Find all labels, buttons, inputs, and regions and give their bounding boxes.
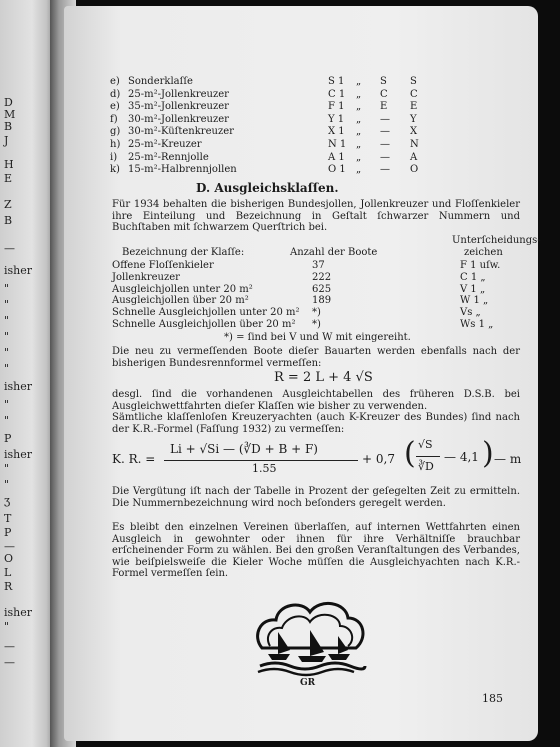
table-header-mark-a: Unterſcheidungs- (452, 235, 541, 246)
left-margin-fragment: B (4, 214, 13, 227)
logo-initials: GR (300, 678, 316, 688)
table-cell-mark: Ws 1 „ (460, 319, 494, 330)
left-margin-fragment: isher (4, 380, 33, 393)
class-name: 25-m²-Jollenkreuzer (128, 88, 229, 100)
left-margin-fragment: " (4, 282, 10, 295)
left-margin-fragment: H (4, 158, 14, 171)
table-row (112, 319, 512, 331)
class-name: 30-m²-Küſtenkreuzer (128, 126, 234, 138)
class-code: — (380, 164, 390, 176)
formula-kr-inner-rest: — 4,1 (444, 450, 479, 464)
class-list-item (110, 101, 440, 113)
class-sail: X 1 (328, 126, 345, 138)
left-margin-fragment: R (4, 580, 13, 593)
class-mark: S (410, 76, 417, 87)
left-margin-fragment: M (4, 108, 16, 121)
table-header-mark-b: zeichen (464, 247, 503, 258)
formula-kr-minus: — m (494, 452, 522, 466)
class-sail: Y 1 (328, 113, 345, 125)
class-mark: E (410, 101, 418, 113)
formula-kr-denominator: 1.55 (252, 462, 277, 475)
class-mark: C (410, 88, 418, 100)
left-margin-fragment: P (4, 432, 12, 445)
formula-kr-inner-num: √S (418, 438, 433, 451)
table-cell-name: Offene Floſſenkieler (112, 260, 214, 271)
left-margin-fragment: ʒ (4, 494, 11, 507)
left-margin-fragment: isher (4, 448, 33, 461)
class-list-item (110, 126, 440, 138)
class-sail: A 1 (328, 151, 345, 163)
book-page (64, 6, 541, 741)
class-code: — (380, 151, 390, 163)
table-header-name: Bezeichnung der Klaſſe: (122, 247, 245, 258)
table-cell-count: *) (312, 307, 321, 319)
class-mark: A (410, 151, 418, 163)
table-row (112, 272, 512, 284)
class-letter: k) (110, 164, 120, 176)
left-margin-fragment: " (4, 298, 10, 311)
footnote: *) = ſind bei V und W mit eingereiht. (224, 332, 411, 343)
paragraph-verguetung: Die Vergütung iſt nach der Tabelle in Prozent der geſegelten Zeit zu ermitteln. Die Nummernbezeichnung wird noch beſonders geregelt werden. (112, 486, 520, 509)
class-letter: d) (110, 88, 121, 100)
table-row (112, 260, 512, 272)
left-margin-fragment: " (4, 330, 10, 343)
class-sail: F 1 (328, 101, 345, 113)
table-cell-mark: C 1 „ (460, 271, 486, 283)
class-q: „ (356, 76, 362, 87)
left-margin-fragment: — (4, 540, 15, 553)
table-row (112, 284, 512, 296)
class-letter: i) (110, 151, 118, 163)
left-margin-fragment: T (4, 512, 12, 525)
class-name: 35-m²-Jollenkreuzer (128, 101, 229, 113)
class-letter: e) (110, 101, 120, 113)
class-letter: g) (110, 126, 121, 138)
class-mark: Y (410, 113, 417, 125)
paragraph-kr: Sämtliche klaſſenloſen Kreuzeryachten (auch K-Kreuzer des Bundes) ſind nach der K.R.-Formel (Faſſung 1932) zu vermeſſen: (112, 412, 520, 435)
class-code: — (380, 113, 390, 125)
left-margin-fragment: O (4, 552, 14, 565)
class-sail: O 1 (328, 164, 346, 176)
class-list-item (110, 89, 440, 101)
left-margin-fragment: " (4, 362, 10, 375)
class-q: „ (356, 126, 362, 138)
intro-paragraph: Für 1934 behalten die bisherigen Bundesjollen, Jollenkreuzer und Floſſenkieler ihre Einteilung und Bezeichnung in Geſtalt ſchwarzer Nummern und Buchſtaben mit ſchwarzem Querſtrich bei. (112, 199, 520, 233)
class-code: E (380, 101, 388, 113)
formula-kr-plus: + 0,7 (362, 452, 395, 466)
left-margin-fragment: — (4, 640, 15, 653)
left-margin-fragment: Z (4, 198, 12, 211)
left-margin-fragment: " (4, 478, 10, 491)
left-margin-fragment: " (4, 398, 10, 411)
class-mark: N (410, 139, 419, 150)
class-q: „ (356, 113, 362, 125)
table-cell-count: 625 (312, 283, 332, 295)
formula-r: R = 2 L + 4 √S (274, 370, 373, 385)
class-letter: e) (110, 76, 120, 87)
formula-kr-inner-den: ∛D (418, 460, 434, 473)
left-margin-fragment: B (4, 120, 13, 133)
class-name: 15-m²-Halbrennjollen (128, 164, 237, 176)
class-mark: X (410, 126, 418, 138)
formula-kr-lhs: K. R. = (112, 452, 156, 466)
table-cell-mark: W 1 „ (460, 295, 489, 307)
class-sail: S 1 (328, 76, 345, 87)
left-margin-fragment: " (4, 414, 10, 427)
table-cell-name: Schnelle Ausgleichjollen über 20 m² (112, 319, 296, 330)
class-sail: C 1 (328, 88, 346, 100)
publisher-logo (250, 596, 370, 690)
class-list-item (110, 114, 440, 126)
table-cell-name: Schnelle Ausgleichjollen unter 20 m² (112, 307, 300, 319)
left-margin-fragment: — (4, 656, 15, 669)
page-number: 185 (482, 692, 503, 705)
left-margin-fragment: " (4, 462, 10, 475)
table-header-count: Anzahl der Boote (290, 247, 378, 258)
left-margin-fragment: D (4, 96, 13, 109)
class-q: „ (356, 151, 362, 163)
class-letter: f) (110, 113, 118, 125)
formula-kr-numerator: Li + √Si — (∛D + B + F) (170, 442, 318, 456)
left-margin-fragment: L (4, 566, 12, 579)
left-margin-fragment: isher (4, 264, 33, 277)
left-margin-fragment: " (4, 620, 10, 633)
table-cell-mark: F 1 uſw. (460, 260, 501, 271)
sailing-ships-icon (250, 596, 370, 686)
class-list-item (110, 76, 440, 88)
class-letter: h) (110, 139, 121, 150)
left-margin-fragment: isher (4, 606, 33, 619)
class-name: 25-m²-Kreuzer (128, 139, 202, 150)
class-name: 25-m²-Rennjolle (128, 151, 209, 163)
table-cell-count: 222 (312, 271, 332, 283)
class-q: „ (356, 88, 362, 100)
table-cell-name: Ausgleichjollen unter 20 m² (112, 283, 253, 295)
class-code: S (380, 76, 387, 87)
left-margin-fragment: P (4, 526, 12, 539)
formula-kr (112, 436, 532, 484)
table-cell-name: Ausgleichjollen über 20 m² (112, 295, 249, 307)
class-name: Sonderklaſſe (128, 76, 193, 87)
class-list-item (110, 164, 440, 176)
class-code: — (380, 139, 390, 150)
class-q: „ (356, 139, 362, 150)
formula-kr-inner-bar (416, 456, 440, 457)
paragraph-formula-intro: Die neu zu vermeſſenden Boote dieſer Bauarten werden ebenfalls nach der bisherigen Bundesrennformel vermeſſen: (112, 346, 520, 369)
left-margin-fragment: E (4, 172, 13, 185)
class-q: „ (356, 164, 362, 176)
table-row (112, 295, 512, 307)
paragraph-vereine: Es bleibt den einzelnen Vereinen überlaſſen, auf internen Wettfahrten einen Ausgleich in gewohnter oder ihnen für ihre Verhältniſſe brauchbar erſcheinender Form zu wählen. Bei den großen Veranſtaltungen des Verbandes, wie beiſpielsweiſe die Kieler Woche müſſen die Ausgleichyachten nach K.R.-Formel vermeſſen ſein. (112, 522, 520, 579)
table-cell-mark: V 1 „ (460, 283, 486, 295)
left-margin-fragment: " (4, 346, 10, 359)
class-code: C (380, 88, 388, 100)
class-code: — (380, 126, 390, 138)
formula-kr-close-paren: ) (482, 436, 494, 471)
left-margin-fragment: — (4, 242, 15, 255)
class-mark: O (410, 164, 419, 176)
class-list-item (110, 139, 440, 151)
table-cell-count: 189 (312, 295, 332, 307)
class-q: „ (356, 101, 362, 113)
table-cell-name: Jollenkreuzer (112, 271, 180, 283)
left-margin-fragment: " (4, 314, 10, 327)
table-cell-mark: Vs „ (460, 307, 481, 319)
paragraph-tables: desgl. ſind die vorhandenen Ausgleichtabellen des früheren D.S.B. bei Ausgleichwettfahrten dieſer Klaſſen wie bisher zu verwenden. (112, 389, 520, 412)
table-cell-count: *) (312, 319, 321, 330)
left-margin-fragment: J (4, 134, 9, 147)
section-title: D. Ausgleichsklaſſen. (196, 181, 339, 195)
formula-kr-fraction-bar (164, 460, 358, 461)
formula-kr-open-paren: ( (404, 436, 416, 471)
table-row (112, 307, 512, 319)
class-sail: N 1 (328, 139, 347, 150)
table-cell-count: 37 (312, 260, 325, 271)
class-name: 30-m²-Jollenkreuzer (128, 113, 229, 125)
class-list-item (110, 152, 440, 164)
